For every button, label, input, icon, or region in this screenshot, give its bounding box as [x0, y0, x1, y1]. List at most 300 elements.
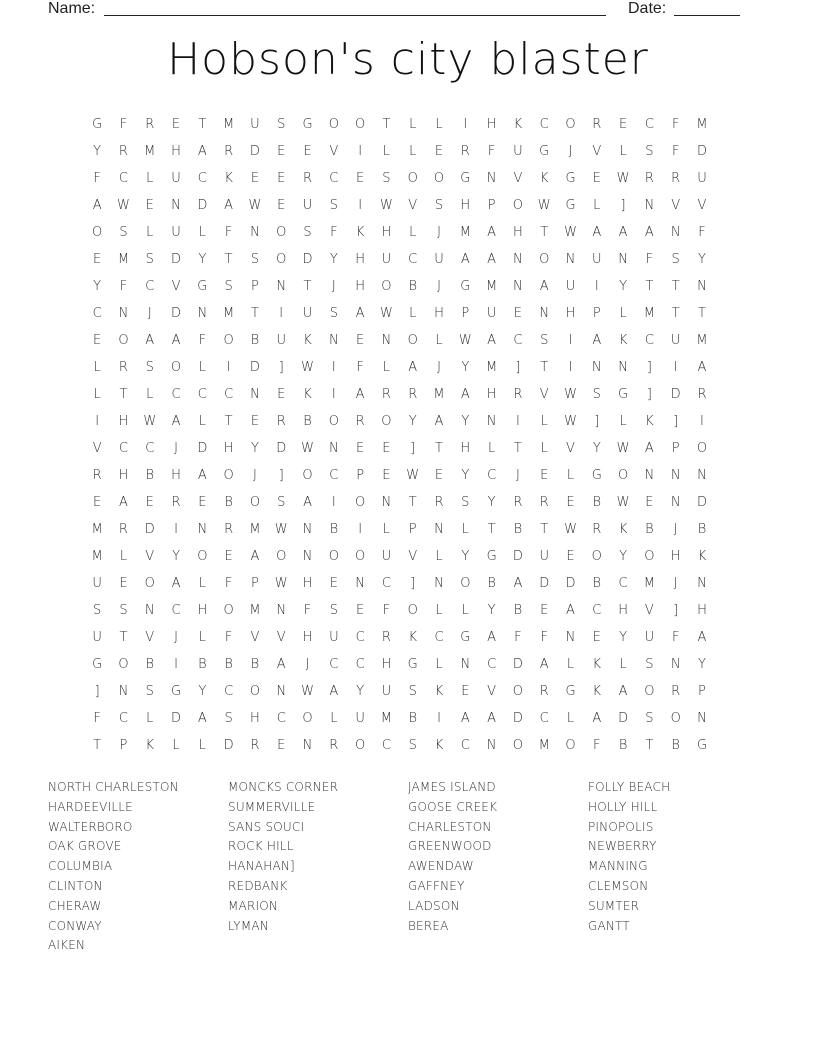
grid-cell: W [564, 225, 577, 240]
name-field[interactable] [104, 15, 606, 16]
grid-cell: ] [646, 360, 652, 375]
grid-cell: R [434, 495, 444, 510]
grid-cell: O [92, 225, 103, 240]
grid-cell: S [329, 306, 338, 321]
grid-cell: S [224, 711, 233, 726]
grid-cell: S [408, 684, 417, 699]
grid-cell: R [250, 738, 260, 753]
grid-cell: A [145, 333, 155, 348]
grid-cell: V [145, 549, 155, 564]
grid-cell: M [91, 522, 103, 537]
grid-cell: A [171, 333, 181, 348]
grid-cell: A [355, 387, 365, 402]
grid-cell: L [435, 333, 443, 348]
grid-cell: O [644, 549, 655, 564]
grid-cell: C [145, 279, 155, 294]
grid-cell: A [92, 198, 102, 213]
grid-row [84, 708, 715, 735]
grid-cell: N [513, 252, 523, 267]
grid-cell: N [197, 306, 208, 321]
word-column [228, 780, 403, 938]
grid-cell: N [328, 333, 339, 348]
grid-cell: F [224, 630, 233, 645]
grid-cell: A [171, 576, 181, 591]
grid-cell: H [381, 225, 392, 240]
grid-cell: I [358, 144, 363, 159]
grid-cell: E [356, 441, 365, 456]
grid-cell: O [355, 495, 366, 510]
grid-cell: V [566, 441, 575, 456]
grid-row [84, 384, 715, 411]
grid-cell: L [172, 738, 180, 753]
grid-cell: ] [278, 468, 284, 483]
grid-cell: V [539, 387, 549, 402]
grid-cell: K [618, 522, 628, 537]
grid-cell: I [437, 711, 441, 726]
grid-cell: M [249, 603, 261, 618]
grid-cell: Y [461, 414, 470, 429]
grid-cell: J [174, 630, 178, 645]
grid-cell: N [276, 603, 287, 618]
grid-cell: N [670, 495, 681, 510]
grid-cell: H [486, 387, 497, 402]
grid-cell: J [673, 522, 678, 537]
grid-cell: B [198, 657, 207, 672]
grid-cell: U [697, 171, 707, 186]
word-item: AIKEN [48, 938, 86, 953]
grid-cell: F [119, 279, 128, 294]
grid-cell: E [566, 495, 575, 510]
grid-cell: N [302, 738, 313, 753]
grid-cell: K [645, 414, 654, 429]
grid-cell: U [302, 198, 313, 213]
grid-cell: N [381, 333, 392, 348]
grid-cell: P [251, 279, 259, 294]
grid-cell: A [329, 684, 339, 699]
word-item: SUMTER [588, 898, 640, 913]
word-item: CHERAW [48, 898, 102, 913]
grid-cell: I [331, 387, 336, 402]
grid-cell: K [355, 225, 365, 240]
grid-cell: S [277, 495, 286, 510]
grid-cell: L [146, 225, 154, 240]
grid-cell: C [118, 171, 128, 186]
grid-cell: L [566, 711, 575, 726]
grid-cell: C [381, 738, 391, 753]
grid-cell: Y [329, 252, 338, 267]
grid-cell: R [539, 495, 549, 510]
grid-cell: D [670, 387, 681, 402]
grid-cell: O [433, 171, 445, 186]
grid-cell: F [224, 576, 233, 591]
grid-cell: I [331, 360, 336, 375]
word-item: OAK GROVE [48, 839, 122, 854]
grid-cell: R [224, 522, 234, 537]
grid-row [84, 573, 715, 600]
grid-cell: N [197, 522, 208, 537]
grid-cell: Y [487, 603, 496, 618]
grid-cell: C [171, 387, 181, 402]
grid-cell: M [91, 549, 103, 564]
grid-cell: D [249, 144, 260, 159]
grid-cell: V [513, 171, 523, 186]
grid-cell: U [381, 252, 392, 267]
grid-cell: C [276, 711, 286, 726]
grid-cell: E [93, 252, 102, 267]
grid-cell: T [645, 738, 654, 753]
grid-cell: E [356, 603, 365, 618]
grid-cell: F [119, 117, 128, 132]
grid-cell: G [591, 468, 602, 483]
grid-cell: N [250, 225, 260, 240]
grid-cell: C [434, 630, 444, 645]
grid-cell: K [145, 738, 154, 753]
grid-cell: H [118, 468, 129, 483]
grid-cell: H [118, 414, 129, 429]
grid-cell: V [592, 144, 602, 159]
grid-cell: O [512, 738, 524, 753]
grid-cell: F [698, 225, 706, 240]
grid-cell: C [329, 657, 339, 672]
grid-cell: L [461, 603, 469, 618]
grid-cell: E [513, 306, 522, 321]
grid-cell: R [118, 360, 128, 375]
grid-cell: N [670, 657, 681, 672]
grid-cell: N [328, 441, 339, 456]
letter-grid [84, 114, 715, 762]
grid-cell: W [301, 441, 314, 456]
grid-cell: O [223, 603, 234, 618]
grid-cell: V [408, 549, 418, 564]
grid-cell: O [355, 117, 366, 132]
grid-cell: W [379, 198, 393, 213]
grid-cell: R [381, 387, 391, 402]
grid-cell: O [381, 414, 392, 429]
grid-row [84, 357, 715, 384]
grid-cell: C [224, 684, 234, 699]
grid-cell: A [276, 657, 286, 672]
grid-cell: Y [487, 495, 496, 510]
grid-cell: J [437, 279, 441, 294]
grid-cell: Y [698, 657, 706, 672]
grid-cell: H [618, 603, 628, 618]
grid-cell: T [540, 360, 549, 375]
grid-cell: N [486, 414, 497, 429]
grid-cell: N [250, 387, 260, 402]
grid-cell: R [671, 171, 681, 186]
grid-cell: B [513, 603, 523, 618]
word-item: HARDEEVILLE [48, 799, 133, 814]
grid-cell: E [250, 414, 260, 429]
date-field[interactable] [674, 15, 740, 16]
grid-cell: M [538, 738, 550, 753]
grid-cell: O [539, 252, 550, 267]
grid-cell: W [537, 198, 551, 213]
grid-cell: I [331, 495, 336, 510]
grid-cell: D [618, 711, 629, 726]
grid-cell: V [145, 630, 155, 645]
grid-cell: U [171, 225, 181, 240]
grid-cell: D [565, 576, 576, 591]
grid-cell: L [93, 387, 101, 402]
grid-cell: A [434, 414, 444, 429]
grid-cell: D [512, 711, 523, 726]
grid-cell: B [408, 279, 417, 294]
grid-cell: F [330, 225, 338, 240]
grid-cell: V [329, 144, 339, 159]
grid-cell: K [697, 549, 707, 564]
grid-cell: Y [198, 684, 207, 699]
grid-cell: V [644, 603, 654, 618]
grid-cell: U [250, 117, 260, 132]
grid-cell: E [119, 576, 128, 591]
grid-cell: R [408, 387, 418, 402]
grid-cell: F [540, 630, 548, 645]
grid-cell: E [540, 603, 549, 618]
grid-cell: E [303, 144, 312, 159]
grid-cell: O [276, 225, 287, 240]
grid-cell: S [119, 225, 128, 240]
grid-cell: C [539, 117, 549, 132]
grid-cell: I [568, 360, 573, 375]
grid-cell: G [460, 171, 471, 186]
grid-cell: S [145, 684, 154, 699]
grid-cell: T [645, 279, 654, 294]
grid-cell: N [276, 279, 287, 294]
grid-cell: S [408, 738, 417, 753]
grid-cell: W [616, 171, 630, 186]
grid-cell: R [303, 171, 313, 186]
grid-cell: W [564, 414, 577, 429]
grid-cell: O [460, 576, 471, 591]
grid-row [84, 141, 715, 168]
grid-cell: O [223, 468, 234, 483]
grid-cell: N [565, 630, 576, 645]
grid-cell: L [619, 144, 627, 159]
grid-cell: N [355, 576, 365, 591]
grid-cell: N [670, 225, 681, 240]
grid-cell: H [434, 306, 444, 321]
grid-cell: T [671, 306, 680, 321]
grid-cell: T [119, 630, 128, 645]
grid-cell: W [616, 495, 630, 510]
grid-cell: S [93, 603, 102, 618]
word-item: GREENWOOD [408, 839, 492, 854]
grid-cell: Y [592, 441, 601, 456]
grid-cell: C [381, 576, 391, 591]
grid-cell: I [174, 522, 178, 537]
grid-cell: C [197, 387, 207, 402]
grid-cell: C [355, 630, 365, 645]
grid-cell: F [93, 171, 101, 186]
grid-cell: W [564, 387, 577, 402]
grid-cell: B [592, 495, 602, 510]
grid-cell: N [618, 252, 628, 267]
grid-cell: D [696, 144, 707, 159]
grid-row [84, 303, 715, 330]
grid-cell: L [409, 225, 417, 240]
grid-cell: O [170, 360, 182, 375]
grid-cell: Y [619, 630, 628, 645]
grid-cell: F [487, 144, 496, 159]
grid-cell: A [644, 441, 654, 456]
word-item: CHARLESTON [408, 819, 492, 834]
grid-cell: N [118, 306, 129, 321]
grid-cell: N [697, 468, 707, 483]
grid-cell: N [171, 198, 181, 213]
grid-cell: L [382, 360, 391, 375]
grid-cell: J [174, 441, 178, 456]
grid-cell: S [645, 144, 654, 159]
grid-cell: L [382, 522, 391, 537]
grid-cell: R [644, 171, 654, 186]
grid-cell: R [381, 630, 391, 645]
grid-cell: O [118, 657, 129, 672]
grid-cell: E [434, 144, 444, 159]
grid-cell: U [486, 306, 497, 321]
grid-cell: H [250, 711, 260, 726]
grid-cell: E [618, 117, 628, 132]
grid-cell: O [355, 738, 366, 753]
grid-cell: Y [461, 360, 470, 375]
grid-cell: H [697, 603, 707, 618]
date-label: Date: [628, 0, 667, 17]
grid-cell: A [355, 306, 365, 321]
grid-cell: N [697, 711, 707, 726]
grid-cell: N [565, 252, 576, 267]
word-item: LADSON [408, 898, 460, 913]
grid-cell: B [645, 522, 654, 537]
grid-cell: H [565, 306, 576, 321]
grid-cell: A [487, 225, 497, 240]
grid-cell: O [276, 549, 287, 564]
grid-cell: S [145, 252, 154, 267]
grid-cell: J [515, 468, 520, 483]
grid-cell: E [93, 333, 102, 348]
grid-cell: L [93, 360, 101, 375]
grid-cell: C [618, 576, 628, 591]
grid-cell: G [565, 171, 576, 186]
grid-cell: G [197, 279, 208, 294]
grid-cell: G [486, 549, 497, 564]
word-column [408, 780, 583, 938]
grid-cell: D [539, 576, 550, 591]
grid-cell: O [355, 549, 366, 564]
grid-cell: F [671, 117, 680, 132]
word-item: CONWAY [48, 918, 102, 933]
grid-cell: O [565, 738, 576, 753]
grid-cell: I [700, 414, 704, 429]
grid-cell: I [279, 306, 284, 321]
word-item: ROCK HILL [228, 839, 294, 854]
grid-cell: S [645, 711, 654, 726]
grid-cell: U [92, 630, 102, 645]
grid-cell: E [566, 549, 575, 564]
grid-cell: N [434, 576, 444, 591]
word-item: MARION [228, 898, 279, 913]
grid-cell: D [171, 711, 182, 726]
grid-cell: S [461, 495, 470, 510]
grid-cell: B [329, 522, 339, 537]
grid-cell: Y [619, 549, 628, 564]
grid-cell: B [592, 576, 602, 591]
grid-cell: U [670, 333, 681, 348]
grid-cell: O [407, 333, 418, 348]
grid-cell: L [435, 603, 443, 618]
grid-cell: B [513, 522, 523, 537]
grid-cell: Y [250, 441, 259, 456]
grid-cell: S [119, 603, 128, 618]
grid-cell: O [591, 549, 602, 564]
word-item: BEREA [408, 918, 449, 933]
grid-cell: W [616, 441, 630, 456]
grid-cell: ] [515, 360, 521, 375]
grid-cell: O [302, 711, 313, 726]
grid-cell: T [487, 522, 496, 537]
grid-cell: G [407, 657, 418, 672]
grid-cell: A [487, 630, 497, 645]
grid-row [84, 114, 715, 141]
grid-cell: O [512, 198, 524, 213]
grid-cell: C [644, 333, 654, 348]
grid-cell: F [514, 630, 522, 645]
grid-cell: ] [278, 360, 284, 375]
grid-row [84, 411, 715, 438]
grid-cell: U [539, 549, 549, 564]
word-column [588, 780, 763, 938]
grid-cell: M [696, 333, 708, 348]
grid-cell: C [171, 603, 181, 618]
grid-cell: ] [410, 576, 416, 591]
grid-cell: V [171, 279, 181, 294]
word-item: GANTT [588, 918, 630, 933]
grid-cell: H [223, 441, 234, 456]
grid-cell: G [460, 279, 471, 294]
grid-cell: L [487, 441, 496, 456]
grid-cell: M [223, 117, 235, 132]
grid-cell: G [171, 684, 182, 699]
grid-cell: K [539, 171, 549, 186]
grid-cell: J [305, 657, 310, 672]
grid-cell: R [592, 117, 602, 132]
grid-row [84, 438, 715, 465]
grid-cell: A [197, 711, 207, 726]
grid-cell: H [355, 252, 365, 267]
grid-cell: O [696, 441, 708, 456]
grid-cell: E [382, 468, 391, 483]
grid-cell: R [276, 414, 286, 429]
grid-cell: E [434, 468, 444, 483]
grid-cell: S [303, 225, 312, 240]
grid-cell: L [330, 711, 338, 726]
grid-cell: E [145, 198, 154, 213]
grid-cell: F [671, 144, 680, 159]
word-item: MANNING [588, 859, 648, 874]
grid-cell: K [513, 117, 523, 132]
grid-cell: U [381, 549, 392, 564]
grid-cell: R [118, 144, 128, 159]
grid-cell: C [197, 171, 207, 186]
grid-cell: L [382, 144, 391, 159]
grid-cell: W [301, 360, 314, 375]
word-item: WALTERBORO [48, 819, 133, 834]
grid-cell: D [276, 441, 287, 456]
grid-cell: G [696, 738, 708, 753]
word-item: LYMAN [228, 918, 269, 933]
grid-cell: T [698, 306, 706, 321]
grid-cell: H [302, 630, 313, 645]
grid-cell: P [408, 522, 417, 537]
